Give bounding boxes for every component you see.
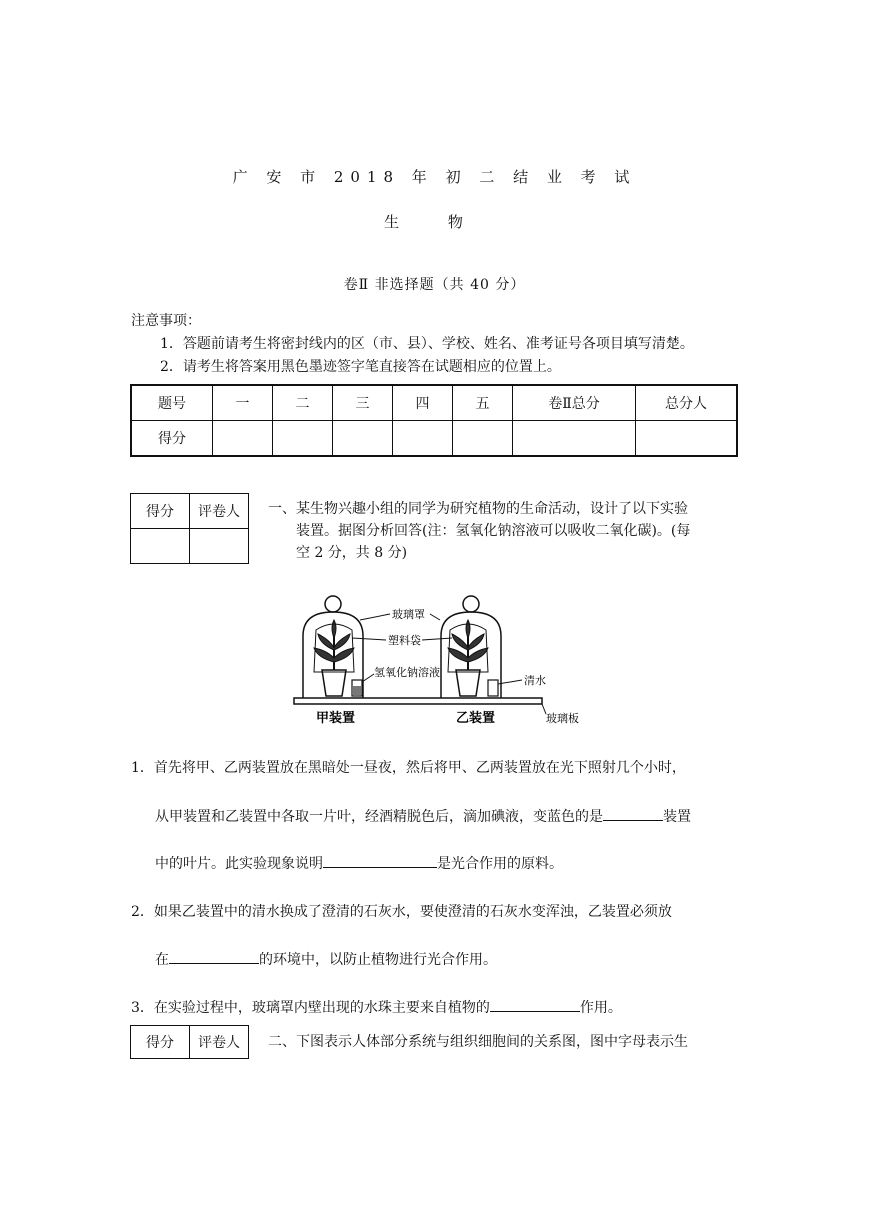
question1-intro-line: 空 2 分，共 8 分) <box>296 545 408 561</box>
section-title: 卷Ⅱ 非选择题（共 40 分） <box>343 277 526 293</box>
question-text: 3．在实验过程中，玻璃罩内壁出现的水珠主要来自植物的 <box>131 1000 490 1016</box>
grader-score-label: 得分 <box>131 1026 190 1059</box>
question1-intro <box>268 498 738 564</box>
score-table-header: 卷Ⅱ总分 <box>513 385 636 421</box>
score-table-header-row <box>131 385 737 421</box>
leader-line <box>422 638 452 640</box>
question-text: 是光合作用的原料。 <box>437 856 563 872</box>
score-table-header: 二 <box>273 385 333 421</box>
naoh-liquid <box>353 686 361 695</box>
answer-blank[interactable] <box>169 949 259 964</box>
score-table <box>130 384 738 457</box>
grader-name-label: 评卷人 <box>190 494 249 529</box>
score-cell <box>453 421 513 457</box>
exam-subject: 生 物 <box>384 213 485 231</box>
pot-b <box>456 670 480 696</box>
label-plastic-bag: 塑料袋 <box>388 634 421 647</box>
label-water: 清水 <box>524 674 546 687</box>
label-device-b: 乙装置 <box>456 711 496 726</box>
score-table-header: 五 <box>453 385 513 421</box>
label-glass-plate: 玻璃板 <box>546 712 579 725</box>
score-cell <box>273 421 333 457</box>
question1-intro-line: 一、某生物兴趣小组的同学为研究植物的生命活动，设计了以下实验 <box>268 501 688 517</box>
answer-blank[interactable] <box>490 997 580 1012</box>
question-text: 中的叶片。此实验现象说明 <box>155 856 323 872</box>
score-table-header: 四 <box>393 385 453 421</box>
grader-score-label: 得分 <box>131 494 190 529</box>
question-text: 从甲装置和乙装置中各取一片叶，经酒精脱色后，滴加碘液，变蓝色的是 <box>155 809 603 825</box>
question1-sub1-line2 <box>155 806 691 827</box>
leader-line <box>430 614 440 620</box>
leader-line <box>360 614 390 620</box>
water-beaker <box>488 680 498 696</box>
jar-knob-b <box>463 596 479 612</box>
score-cell <box>393 421 453 457</box>
score-cell <box>636 421 738 457</box>
exam-title: 广 安 市 2018 年 初 二 结 业 考 试 <box>232 168 637 186</box>
question1-sub1-line1: 1．首先将甲、乙两装置放在黑暗处一昼夜，然后将甲、乙两装置放在光下照射几个小时， <box>131 760 686 776</box>
score-row-label: 得分 <box>131 421 213 457</box>
answer-blank[interactable] <box>603 806 663 821</box>
score-table-header: 一 <box>213 385 273 421</box>
jar-knob-a <box>325 596 341 612</box>
question-text: 装置 <box>663 809 691 825</box>
score-cell <box>213 421 273 457</box>
score-cell <box>333 421 393 457</box>
question-text: 在 <box>155 952 169 968</box>
leader-line <box>352 638 386 640</box>
grader-name-label: 评卷人 <box>190 1026 249 1059</box>
grader-box-1 <box>130 493 249 564</box>
score-table-header: 总分人 <box>636 385 738 421</box>
question-text: 的环境中，以防止植物进行光合作用。 <box>259 952 497 968</box>
question1-sub2-line1: 2．如果乙装置中的清水换成了澄清的石灰水，要使澄清的石灰水变浑浊，乙装置必须放 <box>131 904 672 920</box>
glass-plate <box>294 698 542 704</box>
grader-name-cell <box>190 529 249 564</box>
label-device-a: 甲装置 <box>316 711 356 726</box>
question1-sub3 <box>131 997 622 1018</box>
question1-sub1-line3 <box>155 853 563 874</box>
pot-a <box>322 670 346 696</box>
experiment-figure <box>290 592 580 727</box>
question1-sub2-line2 <box>155 949 497 970</box>
score-table-header: 三 <box>333 385 393 421</box>
grader-score-cell <box>131 529 190 564</box>
label-glass-cover: 玻璃罩 <box>392 608 425 621</box>
label-naoh: 氢氧化钠溶液 <box>374 666 440 679</box>
grader-box-2 <box>130 1025 249 1059</box>
answer-blank[interactable] <box>323 853 437 868</box>
question1-intro-line: 装置。据图分析回答(注：氢氧化钠溶液可以吸收二氧化碳)。(每 <box>296 523 691 539</box>
notice-item: 2．请考生将答案用黑色墨迹签字笔直接答在试题相应的位置上。 <box>160 359 561 375</box>
question2-intro: 二、下图表示人体部分系统与组织细胞间的关系图，图中字母表示生 <box>268 1034 688 1050</box>
notice-item: 1．答题前请考生将密封线内的区（市、县）、学校、姓名、准考证号各项目填写清楚。 <box>160 336 694 352</box>
question-text: 作用。 <box>579 1000 622 1016</box>
leader-line <box>362 674 374 682</box>
score-cell <box>513 421 636 457</box>
score-table-header: 题号 <box>131 385 213 421</box>
score-table-score-row <box>131 421 737 457</box>
notice-heading: 注意事项： <box>131 313 201 329</box>
